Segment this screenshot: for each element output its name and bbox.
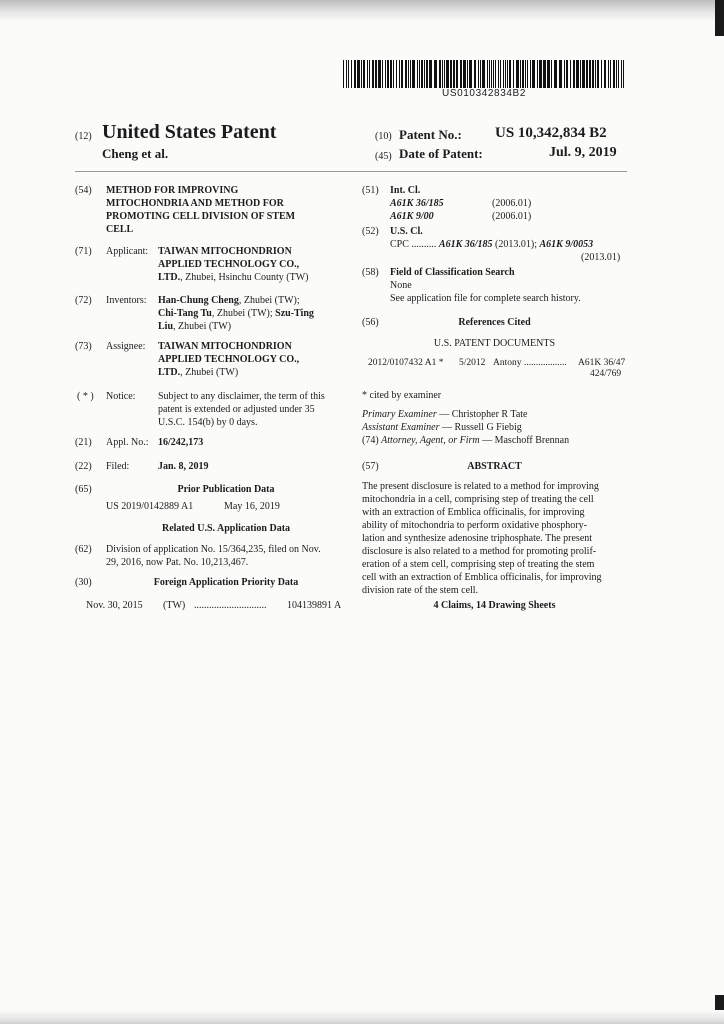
code-72: (72): [75, 295, 92, 306]
inventors-label: Inventors:: [106, 295, 147, 306]
filed-label: Filed:: [106, 461, 130, 472]
ref-number: 2012/0107432 A1 *: [368, 358, 444, 368]
foreign-date: Nov. 30, 2015: [86, 600, 143, 611]
patent-number: US 10,342,834 B2: [495, 125, 607, 141]
field-see: See application file for complete search history.: [390, 293, 581, 304]
appl-number: 16/242,173: [158, 437, 204, 448]
notice-label: Notice:: [106, 391, 136, 402]
patent-type: United States Patent: [102, 121, 277, 143]
ref-name: Antony: [493, 358, 522, 368]
prior-pub-number: US 2019/0142889 A1: [106, 501, 194, 512]
code-57: (57): [362, 461, 379, 472]
int-cl-1-date: (2006.01): [492, 198, 532, 209]
assignee-value: TAIWAN MITOCHONDRION APPLIED TECHNOLOGY CO., LTD., Zhubei (TW): [158, 341, 300, 378]
field-none: None: [390, 280, 412, 291]
attorney: (74) Attorney, Agent, or Firm — Maschoff Brennan: [362, 435, 570, 446]
prior-pub-date: May 16, 2019: [224, 501, 280, 512]
int-cl-label: Int. Cl.: [390, 185, 421, 196]
prior-pub-heading: Prior Publication Data: [177, 484, 275, 495]
invention-title: METHOD FOR IMPROVING MITOCHONDRIA AND METHOD FOR PROMOTING CELL DIVISION OF STEM CELL: [106, 185, 296, 235]
us-patent-documents: U.S. PATENT DOCUMENTS: [433, 338, 556, 349]
code-65: (65): [75, 484, 92, 495]
inventors-value: Han-Chung Cheng, Zhubei (TW); Chi-Tang Tu, Zhubei (TW); Szu-Ting Liu, Zhubei (TW): [158, 295, 314, 332]
applicant-label: Applicant:: [106, 246, 149, 257]
int-cl-2-date: (2006.01): [492, 211, 532, 222]
code-notice: ( * ): [77, 391, 94, 402]
header-rule: [75, 171, 627, 172]
code-52: (52): [362, 226, 379, 237]
foreign-country: (TW): [163, 600, 186, 611]
related-heading: Related U.S. Application Data: [161, 523, 291, 534]
references-heading: References Cited: [458, 317, 531, 328]
primary-examiner: Primary Examiner — Christopher R Tate: [362, 409, 528, 420]
ref-date: 5/2012: [459, 358, 486, 368]
code-10: (10): [375, 131, 392, 142]
date-label: Date of Patent:: [399, 146, 483, 161]
code-30: (30): [75, 577, 92, 588]
barcode: [343, 60, 625, 88]
foreign-dots: .............................: [194, 600, 267, 611]
claims-count: 4 Claims, 14 Drawing Sheets: [433, 600, 556, 611]
code-71: (71): [75, 246, 92, 257]
code-54: (54): [75, 185, 92, 196]
scan-border-bottom: [0, 1010, 724, 1024]
assignee-label: Assignee:: [106, 341, 146, 352]
code-56: (56): [362, 317, 379, 328]
code-21: (21): [75, 437, 92, 448]
cited-by-examiner: * cited by examiner: [362, 390, 442, 401]
cpc-line: CPC .......... A61K 36/185 (2013.01); A61K 9/0053: [390, 239, 594, 250]
notice-text: Subject to any disclaimer, the term of this patent is extended or adjusted under 35 U.S.C. 154(b) by 0 days.: [158, 391, 325, 428]
ref-class-2: 424/769: [590, 369, 622, 379]
division-text: Division of application No. 15/364,235, filed on Nov. 29, 2016, now Pat. No. 10,213,467.: [106, 544, 321, 568]
code-58: (58): [362, 267, 379, 278]
foreign-number: 104139891 A: [287, 600, 342, 611]
appl-label: Appl. No.:: [106, 437, 149, 448]
ref-dots: ..................: [524, 358, 567, 368]
patent-date: Jul. 9, 2019: [549, 145, 617, 160]
cpc-date: (2013.01): [581, 252, 621, 263]
code-45: (45): [375, 151, 392, 162]
code-73: (73): [75, 341, 92, 352]
barcode-number: US010342834B2: [442, 88, 526, 99]
patent-no-label: Patent No.:: [399, 127, 462, 142]
ref-class: A61K 36/47: [578, 358, 626, 368]
code-12: (12): [75, 131, 92, 142]
scan-border-top: [0, 0, 724, 22]
abstract-text: The present disclosure is related to a method for improving mitochondria in a cell, comprising step of treating the cell with an extraction of Emblica officinalis, for improving ability of mitochondria to perform oxidative phosphory- lation and synthesize adenosine triphosphate. The present disclosure is also related to a method for promoting prolif- eration of a stem cell, comprising step of treating the stem cell with an extraction of Emblica officinalis, for improving division rate of the stem cell.: [362, 481, 602, 596]
field-label: Field of Classification Search: [390, 267, 515, 278]
inventors-short: Cheng et al.: [102, 146, 169, 161]
code-51: (51): [362, 185, 379, 196]
applicant-value: TAIWAN MITOCHONDRION APPLIED TECHNOLOGY CO., LTD., Zhubei, Hsinchu County (TW): [158, 246, 309, 283]
abstract-heading: ABSTRACT: [467, 461, 522, 472]
scan-edge-right: [715, 0, 724, 36]
filed-date: Jan. 8, 2019: [158, 461, 209, 472]
code-62: (62): [75, 544, 92, 555]
int-cl-2: A61K 9/00: [390, 211, 434, 222]
foreign-heading: Foreign Application Priority Data: [153, 577, 299, 588]
code-22: (22): [75, 461, 92, 472]
assistant-examiner: Assistant Examiner — Russell G Fiebig: [362, 422, 522, 433]
us-cl-label: U.S. Cl.: [390, 226, 423, 237]
int-cl-1: A61K 36/185: [390, 198, 444, 209]
